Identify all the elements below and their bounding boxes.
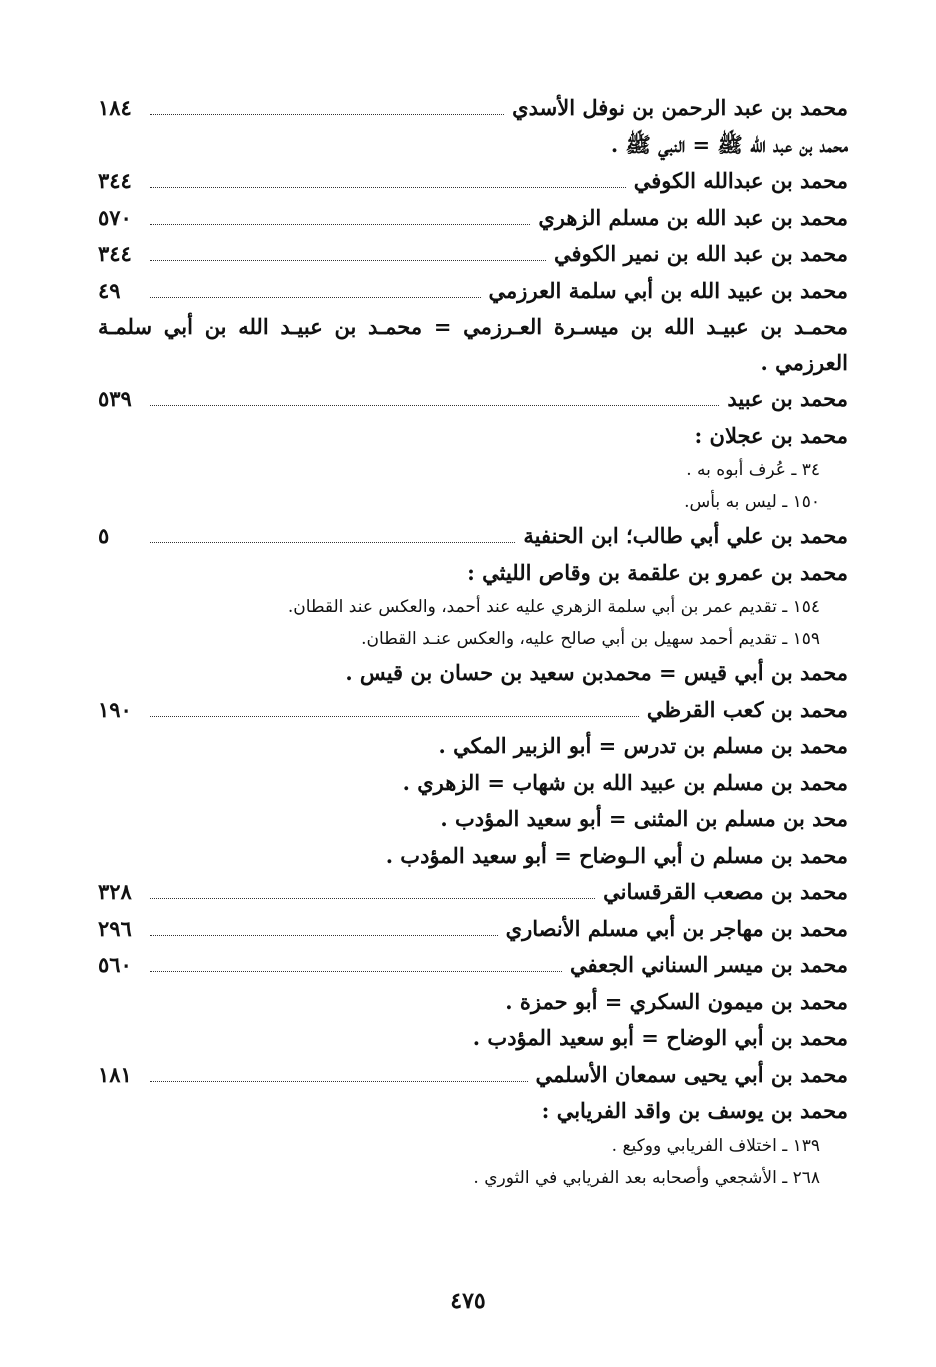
entry-name: محمد بن عبد الله بن نمير الكوفي <box>554 241 848 266</box>
entry-name: محمد بن أبي الوضاح = أبو سعيد المؤدب . <box>472 1025 848 1050</box>
entry-page-number: ١٨٤ <box>98 95 132 120</box>
entry-name: محمد بن عمرو بن علقمة بن وقاص الليثي : <box>467 559 848 585</box>
entry-name: محمد بن مسلم ن أبي الـوضاح = أبو سعيد المؤدب . <box>385 842 848 868</box>
index-entry <box>98 801 848 838</box>
index-entry <box>98 911 848 948</box>
entry-name: محمد بن أبي يحيى سمعان الأسلمي <box>535 1061 848 1087</box>
sub-entry: ١٥٠ ـ ليس به بأس. <box>684 492 820 512</box>
sub-entry: ٢٦٨ ـ الأشجعي وأصحابه بعد الفريابي في الثوري . <box>473 1167 820 1188</box>
entry-name: محمد بن عبدالله الكوفي <box>633 168 848 193</box>
entry-name: محمد بن يوسف بن واقد الفريابي : <box>541 1098 848 1123</box>
index-entry <box>98 1093 848 1130</box>
dot-leader <box>150 541 515 543</box>
entry-page-number: ٥٧٠ <box>98 204 132 230</box>
entry-name: محمد بن ميمون السكري = أبو حمزة . <box>505 988 848 1014</box>
entry-page-number: ١٨١ <box>98 1061 132 1087</box>
entry-page-number: ٤٩ <box>98 277 121 303</box>
index-entry <box>98 555 848 592</box>
index-entry <box>98 200 848 237</box>
index-entry <box>98 838 848 875</box>
entry-name: محمد بن ميسر السناني الجعفي <box>569 952 848 977</box>
index-entry <box>98 236 848 273</box>
entry-name: محمد بن عبيد <box>727 386 848 411</box>
dot-leader <box>150 113 504 115</box>
page-number: ٤٧٥ <box>450 1288 486 1314</box>
index-entry <box>98 418 848 455</box>
index-entry <box>98 1057 848 1094</box>
index-entry <box>98 163 848 200</box>
entry-page-number: ٥٦٠ <box>98 952 132 977</box>
entry-name: محد بن مسلم بن المثنى = أبو سعيد المؤدب . <box>440 806 848 831</box>
entry-page-number: ٥ <box>98 523 110 548</box>
dot-leader <box>150 897 595 899</box>
index-entry <box>98 874 848 911</box>
index-entry <box>98 947 848 984</box>
entry-name: محمد بن عبد الرحمن بن نوفل الأسدي <box>512 95 848 120</box>
entry-name: محمد بن عبد الله ﷺ = النبي ﷺ . <box>610 131 848 157</box>
index-entry-wrapped: محمـد بن عبيـد الله بن ميسـرة العـرزمي = محمـد بن عبيـد الله بن أبي سلمـة العرزمي . <box>98 314 848 375</box>
entry-name: محمد بن علي أبي طالب؛ ابن الحنفية <box>523 523 848 548</box>
entry-name: محمد بن أبي قيس = محمدبن سعيد بن حسان بن قيس . <box>345 660 848 685</box>
entry-page-number: ٣٤٤ <box>98 241 132 266</box>
sub-entry: ١٥٩ ـ تقديم أحمد سهيل بن أبي صالح عليه، والعكس عنـد القطان. <box>361 629 820 649</box>
dot-leader <box>150 186 626 188</box>
entry-name: محمد بن مصعب القرقساني <box>603 879 848 904</box>
index-entry <box>98 692 848 729</box>
dot-leader <box>150 1080 528 1082</box>
entry-name: محمد بن عبد الله بن مسلم الزهري <box>538 204 848 230</box>
entry-name: محمد بن مسلم بن تدرس = أبو الزبير المكي . <box>438 733 848 758</box>
index-entry <box>98 655 848 692</box>
index-entry <box>98 127 848 164</box>
entry-page-number: ٥٣٩ <box>98 386 132 411</box>
sub-entry: ١٥٤ ـ تقديم عمر بن أبي سلمة الزهري عليه عند أحمد، والعكس عند القطان. <box>287 597 820 617</box>
entry-page-number: ٢٩٦ <box>98 915 132 941</box>
dot-leader <box>150 259 546 261</box>
index-entry <box>98 273 848 310</box>
index-entry <box>98 518 848 555</box>
index-entry <box>98 381 848 418</box>
entry-page-number: ٣٤٤ <box>98 168 132 193</box>
entry-name: محمد بن كعب القرظي <box>646 696 848 722</box>
dot-leader <box>150 934 498 936</box>
entry-page-number: ١٩٠ <box>98 696 132 722</box>
index-entry <box>98 1020 848 1057</box>
sub-entry: ٣٤ ـ عُرف أبوه به . <box>686 460 820 480</box>
dot-leader <box>150 970 562 972</box>
dot-leader <box>150 404 719 406</box>
index-entry <box>98 984 848 1021</box>
index-entry <box>98 765 848 802</box>
entry-page-number: ٣٢٨ <box>98 879 132 904</box>
dot-leader <box>150 223 530 225</box>
index-list <box>98 90 848 1194</box>
index-entry <box>98 90 848 127</box>
index-entry <box>98 728 848 765</box>
sub-entry: ١٣٩ ـ اختلاف الفريابي ووكيع . <box>611 1135 820 1156</box>
entry-name: محمد بن مهاجر بن أبي مسلم الأنصاري <box>505 915 848 941</box>
entry-name: محمد بن مسلم بن عبيد الله بن شهاب = الزهري . <box>402 769 848 795</box>
entry-name: محمد بن عجلان : <box>694 422 848 448</box>
dot-leader <box>150 296 481 298</box>
dot-leader <box>150 715 639 717</box>
entry-name: محمد بن عبيد الله بن أبي سلمة العرزمي <box>488 277 848 303</box>
